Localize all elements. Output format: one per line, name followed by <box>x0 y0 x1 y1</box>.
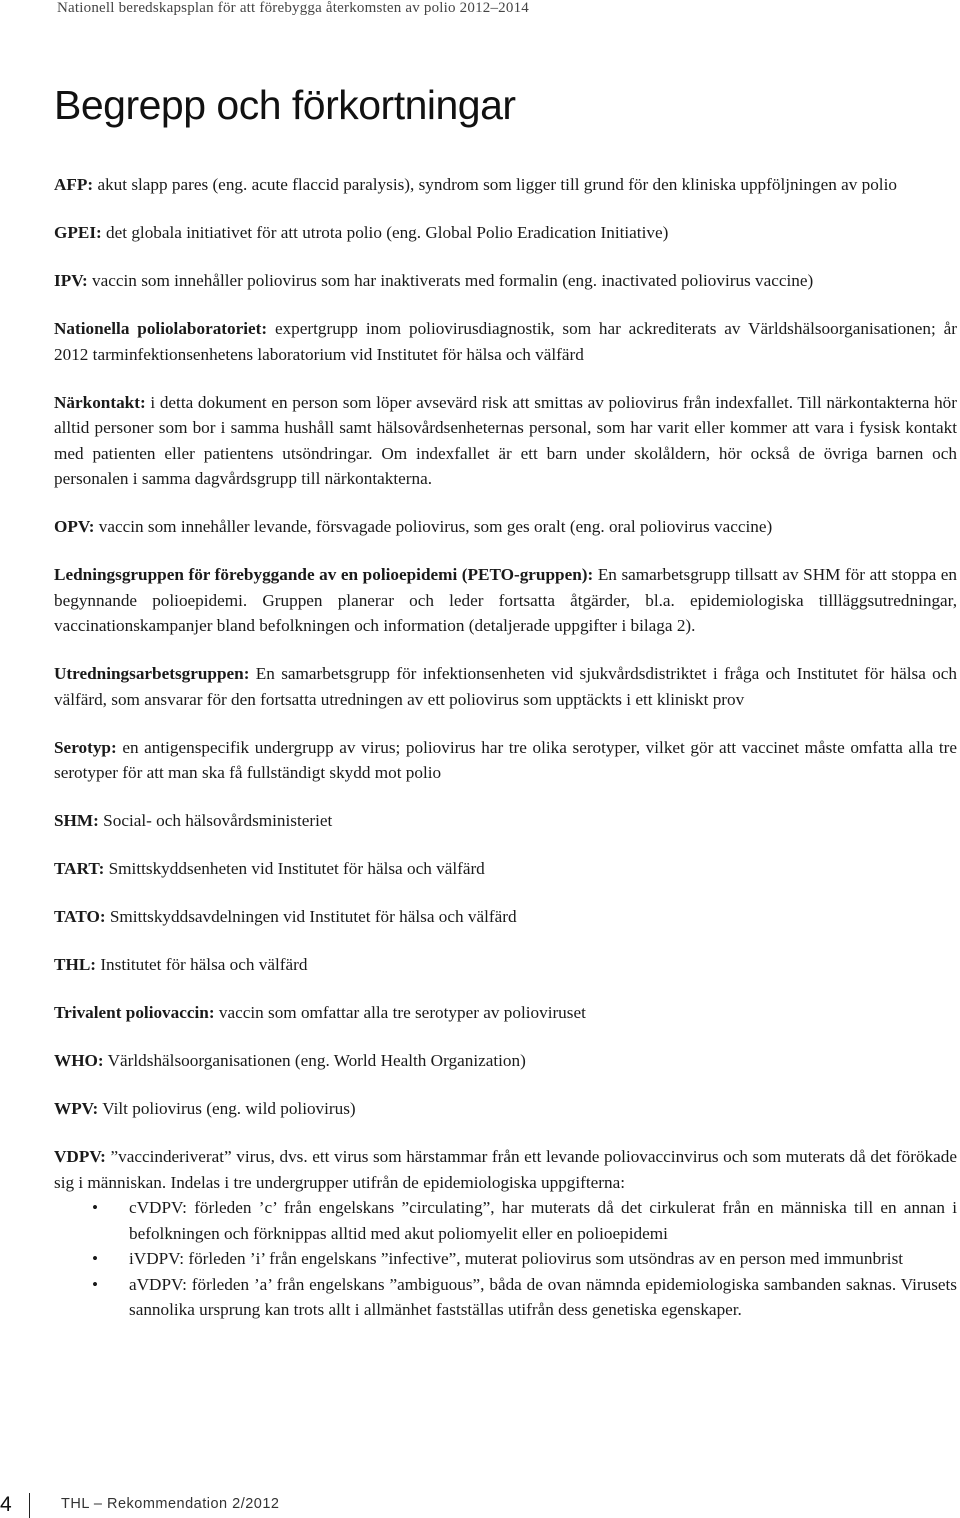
entry-definition: expertgrupp inom poliovirusdiagnostik, som har ackrediterats av Världshälsoorganisationen; år 2012 tarminfektionsenhetens laboratorium vid Institutet för hälsa och välfärd <box>54 319 957 364</box>
glossary-entry-afp <box>54 172 957 198</box>
glossary-entry-ipv <box>54 268 957 294</box>
entry-term: AFP: <box>54 175 94 194</box>
entry-term: Trivalent poliovaccin: <box>54 1003 215 1022</box>
glossary-entry-thl <box>54 952 957 978</box>
entry-term: THL: <box>54 955 97 974</box>
entry-term: Ledningsgruppen för förebyggande av en polioepidemi (PETO-gruppen): <box>54 565 594 584</box>
bullet-icon: • <box>92 1249 99 1268</box>
list-item-text: aVDPV: förleden ’a’ från engelskans ”ambiguous”, båda de ovan nämnda epidemiologiska sambanden saknas. Virusets sannolika ursprung kan trots allt i allmänhet fastställas utifrån dess genetiska egenskaper. <box>129 1274 957 1319</box>
bullet-icon: • <box>92 1274 99 1294</box>
entry-definition: En samarbetsgrupp tillsatt av SHM för att stoppa en begynnande polioepidemi. Gruppen planerar och leder fortsatta åtgärder, bl.a. epidemiologiska tillläggsutredningar, vaccinationskampanjer bland befolkningen och information (detaljerade uppgifter i bilaga 2). <box>54 565 957 635</box>
entry-definition: vaccin som innehåller levande, försvagade poliovirus, som ges oralt (eng. oral poliovirus vaccine) <box>94 517 773 536</box>
entry-definition: Vilt poliovirus (eng. wild poliovirus) <box>98 1099 356 1118</box>
entry-term: SHM: <box>54 811 99 830</box>
entry-definition: akut slapp pares (eng. acute flaccid paralysis), syndrom som ligger till grund för den kliniska uppföljningen av polio <box>93 175 897 194</box>
glossary-entry-trivalent <box>54 1000 957 1026</box>
footer-publication: THL – Rekommendation 2/2012 <box>61 1496 280 1512</box>
entry-term: OPV: <box>54 517 95 536</box>
glossary-entry-tart <box>54 856 957 882</box>
page-number: 4 <box>0 1493 12 1516</box>
entry-term: Nationella poliolaboratoriet: <box>54 319 268 338</box>
glossary-entry-utredning <box>54 661 957 712</box>
footer-divider <box>29 1493 30 1518</box>
entry-definition: det globala initiativet för att utrota polio (eng. Global Polio Eradication Initiative) <box>101 223 669 242</box>
glossary-list <box>54 172 957 1323</box>
vdpv-subgroup-list <box>54 1195 957 1323</box>
glossary-entry-narkontakt <box>54 390 957 492</box>
list-item-text: iVDPV: förleden ’i’ från engelskans ”infective”, muterat poliovirus som utsöndras av en person med immunbrist <box>129 1249 904 1268</box>
entry-definition: Social- och hälsovårdsministeriet <box>98 811 333 830</box>
running-header: Nationell beredskapsplan för att förebygga återkomsten av polio 2012–2014 <box>57 0 529 16</box>
entry-term: VDPV: <box>54 1147 106 1166</box>
entry-definition: En samarbetsgrupp för infektionsenheten vid sjukvårdsdistriktet i fråga och Institutet för hälsa och välfärd, som ansvarar för den fortsatta utredningen av ett poliovirus som upptäckts i ett kliniskt prov <box>54 664 957 709</box>
list-item-text: cVDPV: förleden ’c’ från engelskans ”circulating”, har muterats då det cirkulerat från en människa till en annan i befolkningen och förknippas alltid med akut poliomyelit eller en polioepidemi <box>129 1198 957 1243</box>
glossary-entry-vdpv <box>54 1144 957 1323</box>
glossary-entry-serotyp <box>54 735 957 786</box>
entry-definition: vaccin som omfattar alla tre serotyper av polioviruset <box>214 1003 586 1022</box>
bullet-icon: • <box>92 1198 99 1217</box>
glossary-entry-gpei <box>54 220 957 246</box>
entry-term: TART: <box>54 859 105 878</box>
entry-definition: Smittskyddsavdelningen vid Institutet för hälsa och välfärd <box>105 907 517 926</box>
entry-term: Serotyp: <box>54 737 117 757</box>
entry-term: Utredningsarbetsgruppen: <box>54 664 250 683</box>
entry-definition: en antigenspecifik undergrupp av virus; poliovirus har tre olika serotyper, vilket gör att vaccinet måste omfatta alla tre serotyper för att man ska få fullständigt skydd mot polio <box>54 737 957 782</box>
entry-term: IPV: <box>54 271 88 290</box>
entry-definition: Institutet för hälsa och välfärd <box>96 955 308 974</box>
entry-definition: Världshälsoorganisationen (eng. World Health Organization) <box>103 1051 526 1070</box>
entry-term: WPV: <box>54 1099 99 1118</box>
glossary-entry-peto <box>54 562 957 639</box>
entry-definition: vaccin som innehåller poliovirus som har inaktiverats med formalin (eng. inactivated poliovirus vaccine) <box>87 271 814 290</box>
glossary-entry-who <box>54 1048 957 1074</box>
page-footer <box>0 1493 960 1518</box>
page-title: Begrepp och förkortningar <box>54 82 516 128</box>
list-item <box>54 1246 957 1272</box>
list-item <box>54 1195 957 1246</box>
entry-definition: ”vaccinderiverat” virus, dvs. ett virus som härstammar från ett levande poliovaccinvirus och som muterats då det förökade sig i människan. Indelas i tre undergrupper utifrån de epidemiologiska uppgifterna: <box>54 1147 957 1192</box>
entry-definition: Smittskyddsenheten vid Institutet för hälsa och välfärd <box>104 859 485 878</box>
list-item <box>54 1272 957 1323</box>
glossary-entry-shm <box>54 808 957 834</box>
entry-definition: i detta dokument en person som löper avsevärd risk att smittas av poliovirus från indexfallet. Till närkontakterna hör alltid personer som bor i samma hushåll samt hälsovårdsenheternas personal, som har varit eller kommer att vara i fysisk kontakt med patienten eller patientens utsöndringar. Om indexfallet är ett barn under skolåldern, hör också de övriga barnen och personalen i samma dagvårdsgrupp till närkontakterna. <box>54 392 957 488</box>
glossary-entry-poliolab <box>54 316 957 367</box>
glossary-entry-wpv <box>54 1096 957 1122</box>
glossary-entry-tato <box>54 904 957 930</box>
entry-term: GPEI: <box>54 223 102 242</box>
entry-term: Närkontakt: <box>54 392 146 412</box>
entry-term: WHO: <box>54 1051 104 1070</box>
glossary-entry-opv <box>54 514 957 540</box>
entry-term: TATO: <box>54 907 106 926</box>
